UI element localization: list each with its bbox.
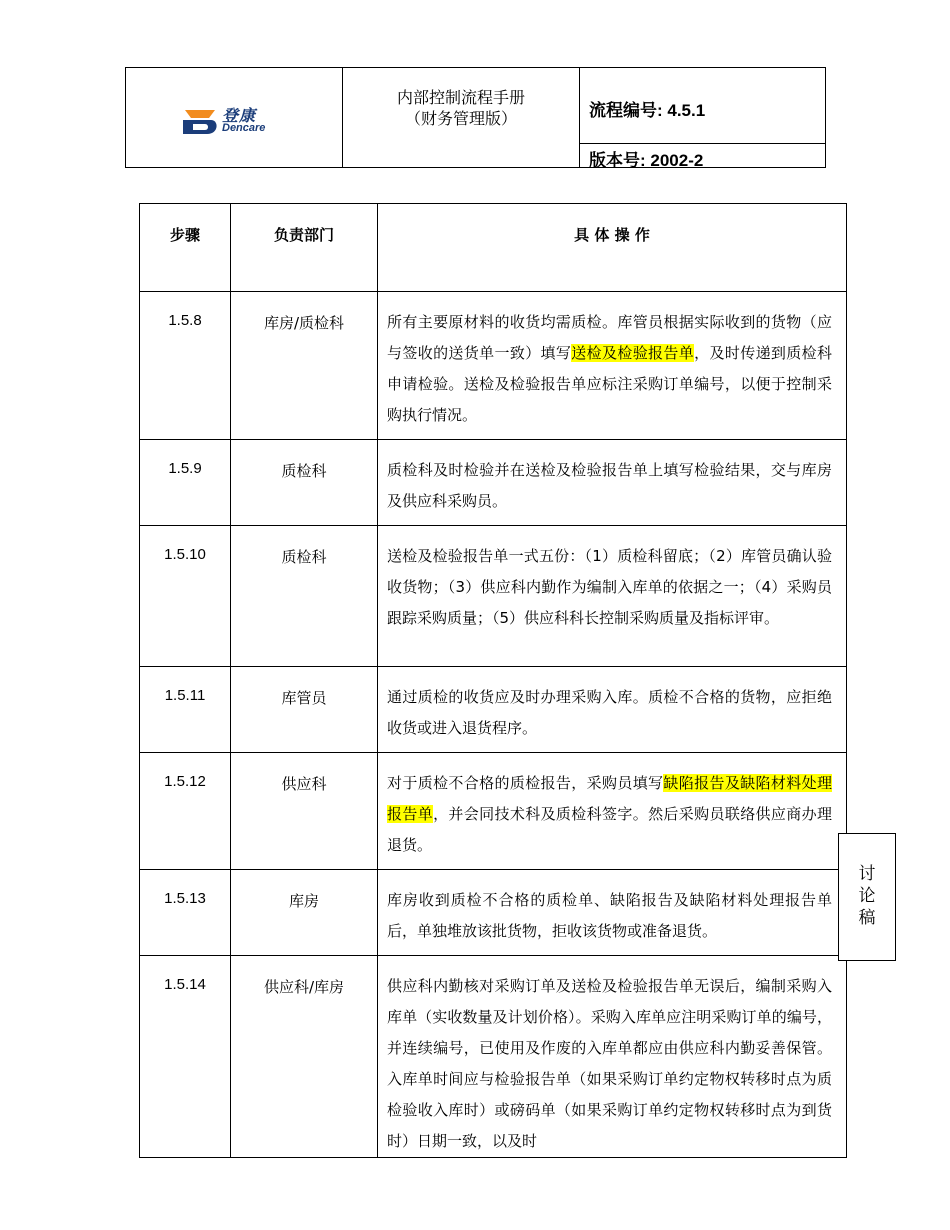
op-text: 通过质检的收货应及时办理采购入库。质检不合格的货物，应拒绝收货或进入退货程序。 <box>387 688 832 737</box>
table-row <box>140 956 847 1158</box>
manual-title <box>343 68 580 167</box>
table-row <box>140 753 847 870</box>
op-text: 质检科及时检验并在送检及检验报告单上填写检验结果，交与库房及供应科采购员。 <box>387 461 832 510</box>
manual-title-line2: （财务管理版） <box>404 109 517 128</box>
version-number: 版本号: 2002-2 <box>589 151 704 170</box>
row-dept: 库房 <box>231 870 378 956</box>
logo-text-en: Dencare <box>222 122 266 134</box>
header-step: 步骤 <box>140 204 231 292</box>
row-step: 1.5.10 <box>140 526 231 667</box>
table-row <box>140 292 847 440</box>
stamp-char: 稿 <box>858 908 876 928</box>
row-operation <box>378 753 847 870</box>
row-operation <box>378 956 847 1158</box>
op-text: 送检及检验报告单一式五份：（1）质检科留底；（2）库管员确认验收货物；（3）供应科内勤作为编制入库单的依据之一；（4）采购员跟踪采购质量；（5）供应科科长控制采购质量及指标评审。 <box>387 547 832 627</box>
row-dept: 库管员 <box>231 667 378 753</box>
info-cell <box>580 68 825 170</box>
row-dept: 供应科/库房 <box>231 956 378 1158</box>
op-text: ，及时传递到质检科申请检验。送检及检验报告单应标注采购订单编号，以便于控制采购执行情况。 <box>387 344 832 424</box>
table-row <box>140 870 847 956</box>
procedure-table <box>139 203 847 1158</box>
document-header <box>125 67 826 168</box>
row-step: 1.5.9 <box>140 440 231 526</box>
op-text: 所有主要原材料的收货均需质检。库管员根据实际收到的货物（应与签收的送货单一致）填写 <box>387 313 832 362</box>
op-text: 对于质检不合格的质检报告，采购员填写 <box>387 774 664 792</box>
draft-stamp <box>838 833 896 961</box>
table-row <box>140 440 847 526</box>
row-operation <box>378 526 847 667</box>
table-row <box>140 667 847 753</box>
stamp-char: 讨 <box>858 864 876 884</box>
logo-text-cn: 登康 <box>222 106 257 125</box>
stamp-char: 论 <box>858 886 876 906</box>
op-text: 供应科内勤核对采购订单及送检及检验报告单无误后，编制采购入库单（实收数量及计划价格）。采购入库单应注明采购订单的编号，并连续编号，已使用及作废的入库单都应由供应科内勤妥善保管。入库单时间应与检验报告单（如果采购订单约定物权转移时点为质检验收入库时）或磅码单（如果采购订单约定物权转移时点为到货时）日期一致，以及时 <box>387 977 832 1150</box>
row-operation <box>378 667 847 753</box>
row-step: 1.5.13 <box>140 870 231 956</box>
process-number: 流程编号: 4.5.1 <box>580 68 825 144</box>
manual-title-line1: 内部控制流程手册 <box>396 88 525 107</box>
op-highlight: 送检及检验报告单 <box>571 344 695 362</box>
row-dept: 库房/质检科 <box>231 292 378 440</box>
logo-mark-icon <box>181 106 221 136</box>
header-dept: 负责部门 <box>231 204 378 292</box>
logo-cell <box>126 68 343 167</box>
row-step: 1.5.11 <box>140 667 231 753</box>
company-logo <box>181 103 281 139</box>
row-operation <box>378 292 847 440</box>
row-step: 1.5.14 <box>140 956 231 1158</box>
header-operation: 具 体 操 作 <box>378 204 847 292</box>
row-step: 1.5.8 <box>140 292 231 440</box>
row-dept: 供应科 <box>231 753 378 870</box>
table-header-row <box>140 204 847 292</box>
op-text: ，并会同技术科及质检科签字。然后采购员联络供应商办理退货。 <box>387 805 832 854</box>
op-highlight: 缺陷报告及缺陷材料处理报告单 <box>387 774 832 823</box>
row-operation <box>378 870 847 956</box>
row-step: 1.5.12 <box>140 753 231 870</box>
row-dept: 质检科 <box>231 526 378 667</box>
row-dept: 质检科 <box>231 440 378 526</box>
table-row <box>140 526 847 667</box>
op-text: 库房收到质检不合格的质检单、缺陷报告及缺陷材料处理报告单后，单独堆放该批货物，拒收该货物或准备退货。 <box>387 891 832 940</box>
row-operation <box>378 440 847 526</box>
